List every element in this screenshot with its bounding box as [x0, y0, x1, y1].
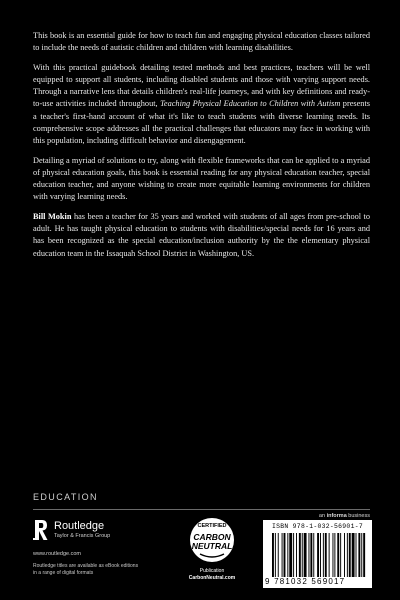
- barcode-bar: [320, 533, 321, 577]
- author-bio: [33, 211, 370, 259]
- barcode-bar: [347, 533, 348, 577]
- ebook-notice-line-2: in a range of digital formats: [33, 570, 94, 576]
- barcode-bar: [337, 533, 339, 577]
- publisher-url: www.routledge.com: [33, 551, 81, 557]
- barcode-bar: [340, 533, 341, 577]
- barcode-bar: [304, 533, 307, 577]
- ebook-notice: [33, 563, 173, 577]
- seal-neutral: NEUTRAL: [191, 541, 233, 551]
- informa-suffix: business: [346, 513, 370, 519]
- barcode-bar: [282, 533, 283, 577]
- subject-category: EDUCATION: [33, 492, 98, 502]
- barcode-bar: [287, 533, 288, 577]
- divider: [33, 509, 370, 510]
- barcode-bar: [313, 533, 314, 577]
- book-title: Teaching Physical Education to Children with Autism: [160, 99, 341, 109]
- barcode-bar: [284, 533, 286, 577]
- ebook-notice-line-1: Routledge titles are available as eBook editions: [33, 563, 139, 569]
- author-bio-text: has been a teacher for 35 years and worked with students of all ages from pre-school to adult. He has taught physical education to students with disabilities/special needs for 16 years and has been recognized as the special education/inclusion authority by the the elementary physical education team in the Issaquah School District in Washington, US.: [33, 212, 370, 258]
- barcode-bar: [308, 533, 309, 577]
- barcode-bar: [275, 533, 276, 577]
- barcode-bar: [363, 533, 365, 577]
- barcode-bar: [332, 533, 333, 577]
- blurb-paragraph-3: Detailing a myriad of solutions to try, along with flexible frameworks that can be applied to a myriad of physical education goals, this book is essential reading for any physical education teacher, special education teacher, and anyone wishing to create more equitable learning environments for children with varying learning needs.: [33, 155, 370, 202]
- blurb-paragraph-2: [33, 62, 370, 147]
- blurb-paragraph-2-start: With this practical guidebook detailing tested methods and best practices, teachers will be well equipped to support all students, including disabled students and those with varying support needs. Through a narrative lens that details children's real-life journeys, and with key definitions and ready-to-use activities included throughout,: [33, 63, 370, 109]
- barcode-bar: [299, 533, 301, 577]
- seal-site: CarbonNeutral.com: [188, 575, 236, 581]
- barcode-icon: [272, 533, 368, 577]
- carbon-neutral-badge-icon: [186, 514, 238, 570]
- blurb-paragraph-1: This book is an essential guide for how to teach fun and engaging physical education classes tailored to include the needs of autistic children and children with learning disabilities.: [33, 31, 370, 53]
- barcode-bar: [358, 533, 360, 577]
- barcode-bar: [278, 533, 279, 577]
- cover-blurb: [33, 30, 370, 268]
- informa-tagline: [319, 513, 370, 519]
- informa-prefix: an: [318, 513, 327, 519]
- barcode-bar: [352, 533, 355, 577]
- routledge-r-icon: [33, 519, 49, 541]
- barcode-bar: [302, 533, 303, 577]
- barcode-bar: [344, 533, 345, 577]
- barcode-bar: [317, 533, 319, 577]
- barcode-bar: [323, 533, 324, 577]
- publisher-logo: [33, 519, 163, 543]
- publisher-group: Taylor & Francis Group: [54, 533, 111, 539]
- carbon-neutral-seal: [186, 514, 238, 590]
- blurb-paragraph-2-end: presents a teacher's first-hand account of what it's like to teach students with diverse learning needs. Its comprehensive scope addresses all the practical challenges that educators may face in working with this population, including difficult behavior and disengagement.: [33, 99, 370, 145]
- barcode-bar: [334, 533, 335, 577]
- barcode-bar: [296, 533, 297, 577]
- barcode-bar: [356, 533, 357, 577]
- barcode-bar: [272, 533, 274, 577]
- barcode-bar: [325, 533, 327, 577]
- seal-label: Publication: [199, 568, 225, 574]
- publisher-name: Routledge: [54, 520, 105, 532]
- barcode-bar: [293, 533, 294, 577]
- barcode-digits: 9 781032 569017: [265, 577, 346, 586]
- barcode-bar: [361, 533, 362, 577]
- isbn-barcode-block: [263, 520, 372, 588]
- seal-certified: CERTIFIED: [197, 523, 227, 529]
- barcode-bar: [329, 533, 330, 577]
- barcode-bar: [289, 533, 292, 577]
- seal-carbon: CARBON: [193, 532, 231, 542]
- barcode-bar: [310, 533, 312, 577]
- informa-brand: informa: [326, 513, 347, 519]
- isbn-number: ISBN 978-1-032-56901-7: [272, 523, 363, 530]
- author-name: Bill Mokin: [33, 212, 72, 222]
- barcode-bar: [349, 533, 351, 577]
